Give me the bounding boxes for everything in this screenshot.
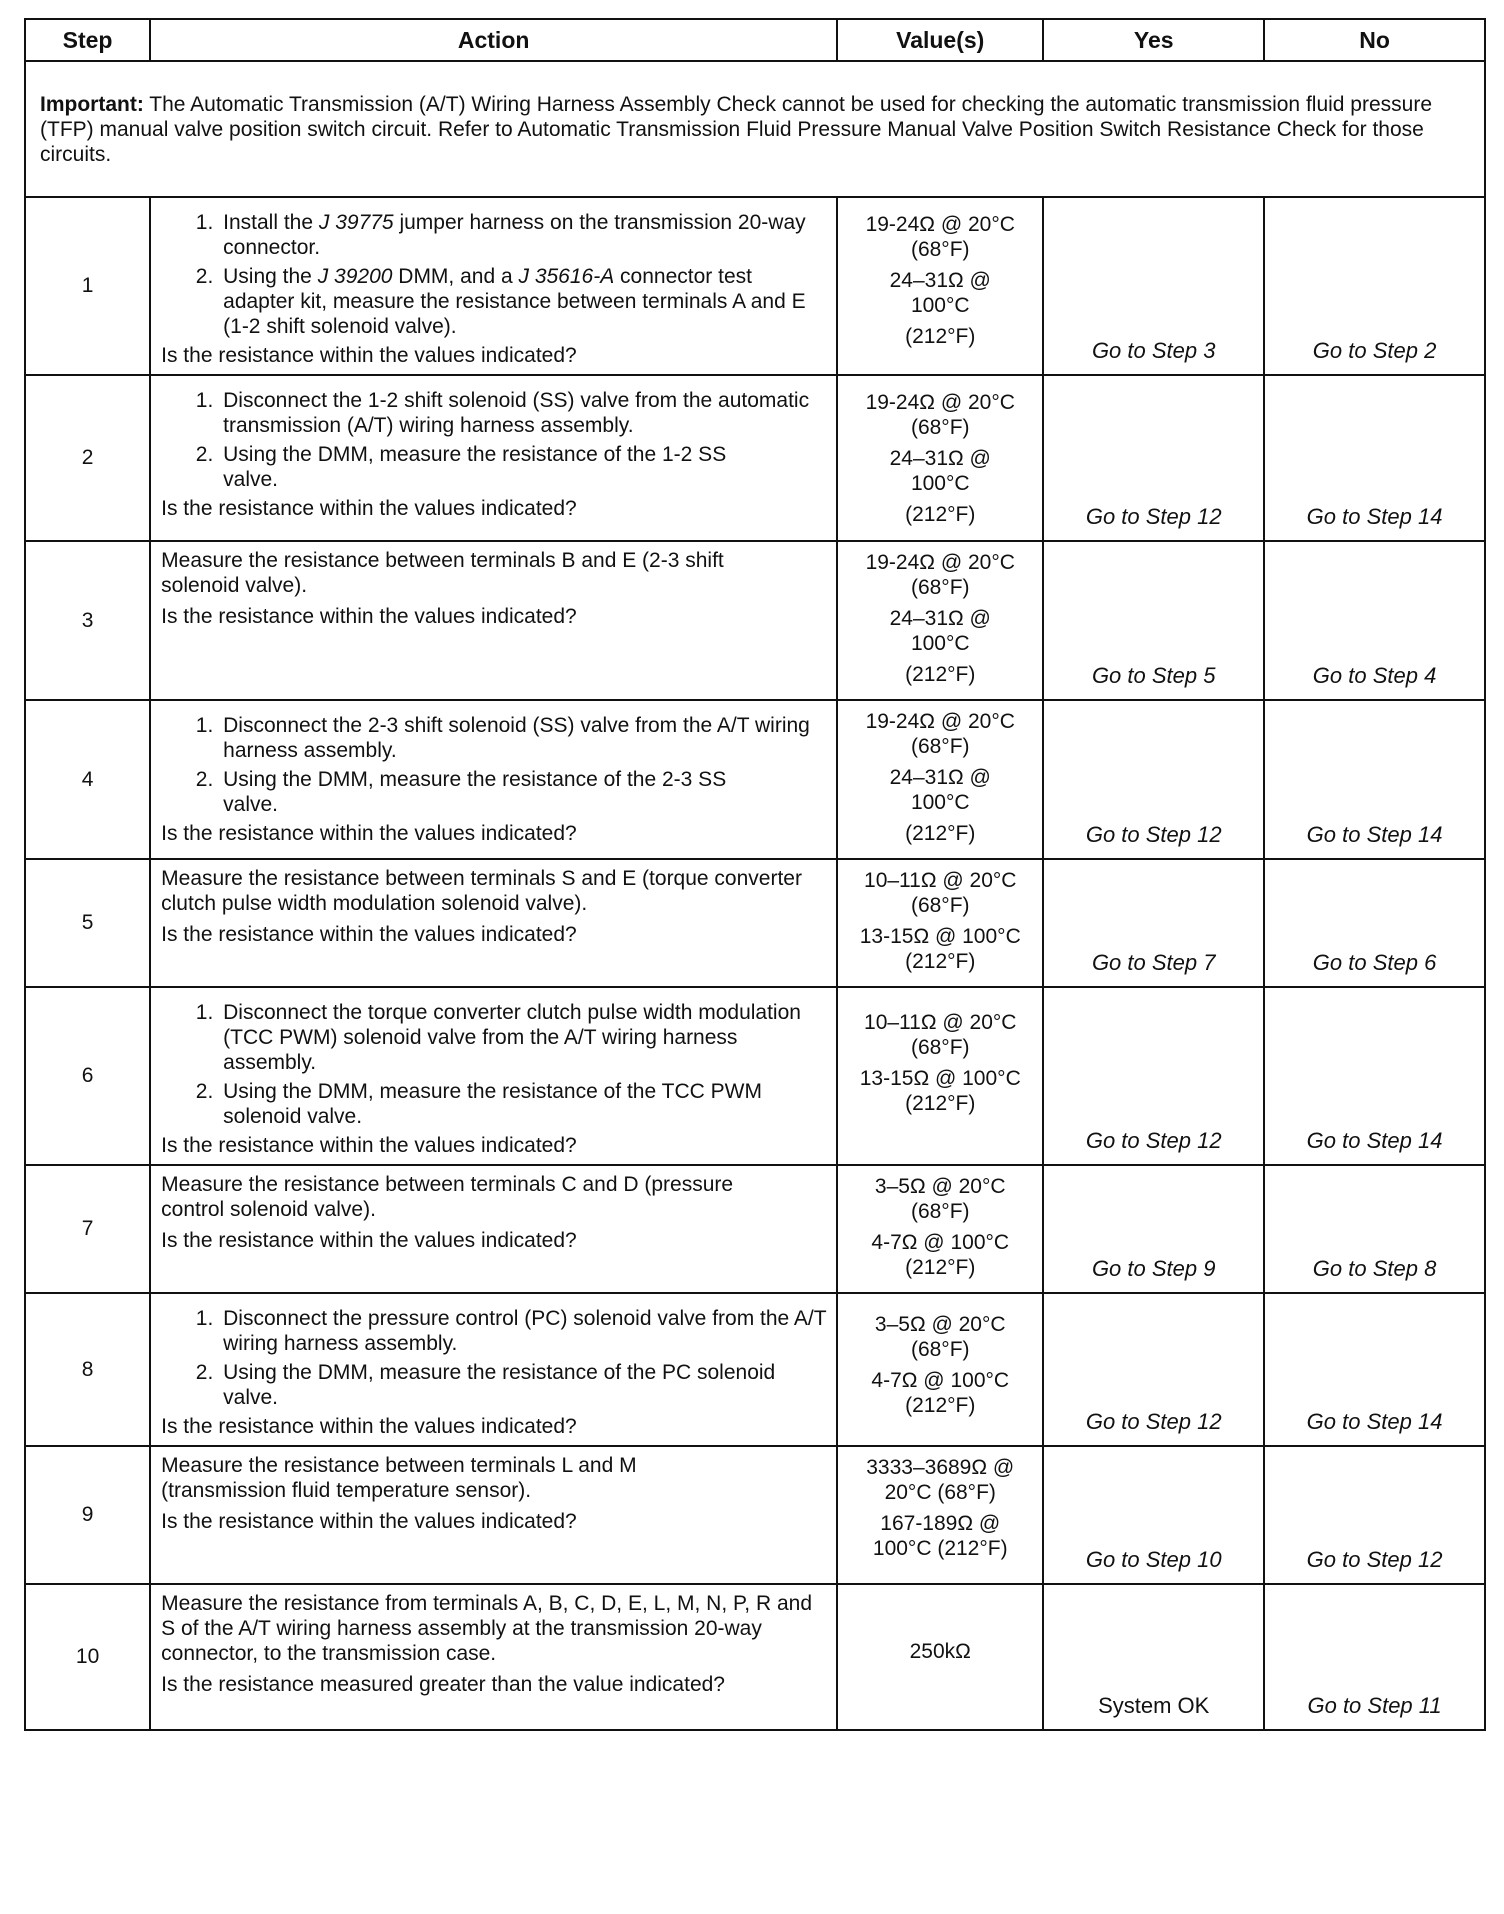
action-text: Measure the resistance between terminals B and E (2-3 shift solenoid valve). <box>161 549 724 597</box>
value-cell <box>837 1293 1043 1446</box>
table-row <box>25 1165 1485 1293</box>
value-line: 4-7Ω @ 100°C (212°F) <box>871 1369 1010 1417</box>
value-line: 13-15Ω @ 100°C (212°F) <box>859 925 1021 973</box>
no-result: Go to Step 12 <box>1264 1446 1485 1584</box>
yes-result: Go to Step 5 <box>1043 541 1264 700</box>
value-cell <box>837 987 1043 1165</box>
action-substep: 1. Disconnect the 2-3 shift solenoid (SS) valve from the A/T wiring harness assembly. <box>219 713 826 763</box>
action-substep: 1. Disconnect the torque converter clutch pulse width modulation (TCC PWM) solenoid valve from the A/T wiring harness assembly. <box>219 1000 826 1075</box>
yes-result: Go to Step 12 <box>1043 700 1264 859</box>
value-line: (212°F) <box>905 325 976 348</box>
important-label: Important: <box>40 92 144 116</box>
action-cell <box>150 197 837 375</box>
important-text: The Automatic Transmission (A/T) Wiring Harness Assembly Check cannot be used for checking the automatic transmission fluid pressure (TFP) manual valve position switch circuit. Refer to Automatic Transmission Fluid Pressure Manual Valve Position Switch Resistance Check for those circuits. <box>40 92 1432 166</box>
no-result: Go to Step 8 <box>1264 1165 1485 1293</box>
step-number: 3 <box>25 541 150 700</box>
action-cell <box>150 1446 837 1584</box>
table-row <box>25 1293 1485 1446</box>
value-cell <box>837 197 1043 375</box>
action-substep: 1. Install the J 39775 jumper harness on the transmission 20-way connector. <box>219 210 826 260</box>
action-question: Is the resistance within the values indicated? <box>161 1229 577 1252</box>
action-question: Is the resistance measured greater than the value indicated? <box>161 1673 725 1696</box>
value-line: 19-24Ω @ 20°C (68°F) <box>865 391 1015 439</box>
value-line: 4-7Ω @ 100°C (212°F) <box>871 1231 1010 1279</box>
value-line: 19-24Ω @ 20°C (68°F) <box>865 710 1015 758</box>
action-question: Is the resistance within the values indicated? <box>161 497 577 520</box>
value-line: 3333–3689Ω @ 20°C (68°F) <box>866 1456 1015 1504</box>
header-yes: Yes <box>1043 19 1264 61</box>
tool-part-number: J 39775 <box>318 211 394 234</box>
action-cell <box>150 859 837 987</box>
header-step: Step <box>25 19 150 61</box>
diagnostic-table <box>24 18 1486 1731</box>
no-result: Go to Step 14 <box>1264 987 1485 1165</box>
action-text: Measure the resistance between terminals C and D (pressure control solenoid valve). <box>161 1173 734 1221</box>
table-row <box>25 541 1485 700</box>
value-cell <box>837 1584 1043 1730</box>
action-question: Is the resistance within the values indicated? <box>161 822 577 845</box>
action-cell <box>150 1165 837 1293</box>
value-line: 167-189Ω @ 100°C (212°F) <box>872 1512 1008 1560</box>
no-result: Go to Step 14 <box>1264 1293 1485 1446</box>
yes-result: Go to Step 10 <box>1043 1446 1264 1584</box>
action-question: Is the resistance within the values indicated? <box>161 344 577 367</box>
action-substep: 2. Using the J 39200 DMM, and a J 35616-A connector test adapter kit, measure the resistance between terminals A and E (1-2 shift solenoid valve). <box>219 264 826 339</box>
value-line: 10–11Ω @ 20°C (68°F) <box>864 1011 1017 1059</box>
no-result: Go to Step 6 <box>1264 859 1485 987</box>
value-cell <box>837 859 1043 987</box>
value-line: (212°F) <box>905 503 976 526</box>
step-number: 10 <box>25 1584 150 1730</box>
step-number: 2 <box>25 375 150 541</box>
yes-result: Go to Step 7 <box>1043 859 1264 987</box>
table-row <box>25 1584 1485 1730</box>
action-question: Is the resistance within the values indicated? <box>161 923 577 946</box>
yes-result: Go to Step 3 <box>1043 197 1264 375</box>
yes-result: System OK <box>1043 1584 1264 1730</box>
no-result: Go to Step 11 <box>1264 1584 1485 1730</box>
step-number: 4 <box>25 700 150 859</box>
value-line: 24–31Ω @ 100°C <box>889 447 991 495</box>
tool-part-number: J 39200 <box>317 265 393 288</box>
yes-result: Go to Step 12 <box>1043 987 1264 1165</box>
action-cell <box>150 541 837 700</box>
table-row <box>25 1446 1485 1584</box>
no-result: Go to Step 4 <box>1264 541 1485 700</box>
value-line: 3–5Ω @ 20°C (68°F) <box>874 1313 1006 1361</box>
action-question: Is the resistance within the values indicated? <box>161 605 577 628</box>
step-number: 7 <box>25 1165 150 1293</box>
table-row <box>25 987 1485 1165</box>
action-substep: 1. Disconnect the pressure control (PC) solenoid valve from the A/T wiring harness assembly. <box>219 1306 826 1356</box>
value-line: (212°F) <box>905 663 976 686</box>
value-line: 19-24Ω @ 20°C (68°F) <box>865 213 1015 261</box>
action-substep: 2. Using the DMM, measure the resistance of the 1-2 SS valve. <box>219 442 826 492</box>
action-substep: 1. Disconnect the 1-2 shift solenoid (SS) valve from the automatic transmission (A/T) wiring harness assembly. <box>219 388 826 438</box>
value-line: 24–31Ω @ 100°C <box>889 269 991 317</box>
table-row <box>25 700 1485 859</box>
table-row <box>25 859 1485 987</box>
header-no: No <box>1264 19 1485 61</box>
yes-result: Go to Step 12 <box>1043 375 1264 541</box>
no-result: Go to Step 14 <box>1264 375 1485 541</box>
step-number: 8 <box>25 1293 150 1446</box>
step-number: 1 <box>25 197 150 375</box>
header-row <box>25 19 1485 61</box>
action-substep: 2. Using the DMM, measure the resistance of the 2-3 SS valve. <box>219 767 826 817</box>
step-number: 6 <box>25 987 150 1165</box>
table-row <box>25 197 1485 375</box>
action-text: Measure the resistance from terminals A, B, C, D, E, L, M, N, P, R and S of the A/T wiring harness assembly at the transmission 20-way connector, to the transmission case. <box>161 1592 812 1665</box>
value-cell <box>837 1446 1043 1584</box>
value-cell <box>837 700 1043 859</box>
action-question: Is the resistance within the values indicated? <box>161 1134 577 1157</box>
action-question: Is the resistance within the values indicated? <box>161 1510 577 1533</box>
table-row <box>25 375 1485 541</box>
value-line: 250kΩ <box>909 1639 971 1663</box>
action-question: Is the resistance within the values indicated? <box>161 1415 577 1438</box>
header-values: Value(s) <box>837 19 1043 61</box>
important-note-row <box>25 61 1485 197</box>
action-cell <box>150 1584 837 1730</box>
tool-part-number: J 35616-A <box>518 265 615 288</box>
value-cell <box>837 375 1043 541</box>
action-substep: 2. Using the DMM, measure the resistance of the TCC PWM solenoid valve. <box>219 1079 826 1129</box>
action-cell <box>150 987 837 1165</box>
step-number: 9 <box>25 1446 150 1584</box>
step-number: 5 <box>25 859 150 987</box>
action-substep: 2. Using the DMM, measure the resistance of the PC solenoid valve. <box>219 1360 826 1410</box>
value-line: 10–11Ω @ 20°C (68°F) <box>864 869 1017 917</box>
action-text: Measure the resistance between terminals S and E (torque converter clutch pulse width modulation solenoid valve). <box>161 867 802 915</box>
value-cell <box>837 541 1043 700</box>
header-action: Action <box>150 19 837 61</box>
value-line: 24–31Ω @ 100°C <box>889 766 991 814</box>
value-line: (212°F) <box>905 822 976 845</box>
action-cell <box>150 1293 837 1446</box>
no-result: Go to Step 2 <box>1264 197 1485 375</box>
action-cell <box>150 375 837 541</box>
value-line: 13-15Ω @ 100°C (212°F) <box>859 1067 1021 1115</box>
important-note <box>25 61 1485 197</box>
value-line: 24–31Ω @ 100°C <box>889 607 991 655</box>
action-text: Measure the resistance between terminals L and M (transmission fluid temperature sensor). <box>161 1454 637 1502</box>
value-line: 19-24Ω @ 20°C (68°F) <box>865 551 1015 599</box>
yes-result: Go to Step 9 <box>1043 1165 1264 1293</box>
yes-result: Go to Step 12 <box>1043 1293 1264 1446</box>
value-cell <box>837 1165 1043 1293</box>
value-line: 3–5Ω @ 20°C (68°F) <box>874 1175 1006 1223</box>
action-cell <box>150 700 837 859</box>
diagnostic-table-container <box>24 18 1486 1731</box>
no-result: Go to Step 14 <box>1264 700 1485 859</box>
